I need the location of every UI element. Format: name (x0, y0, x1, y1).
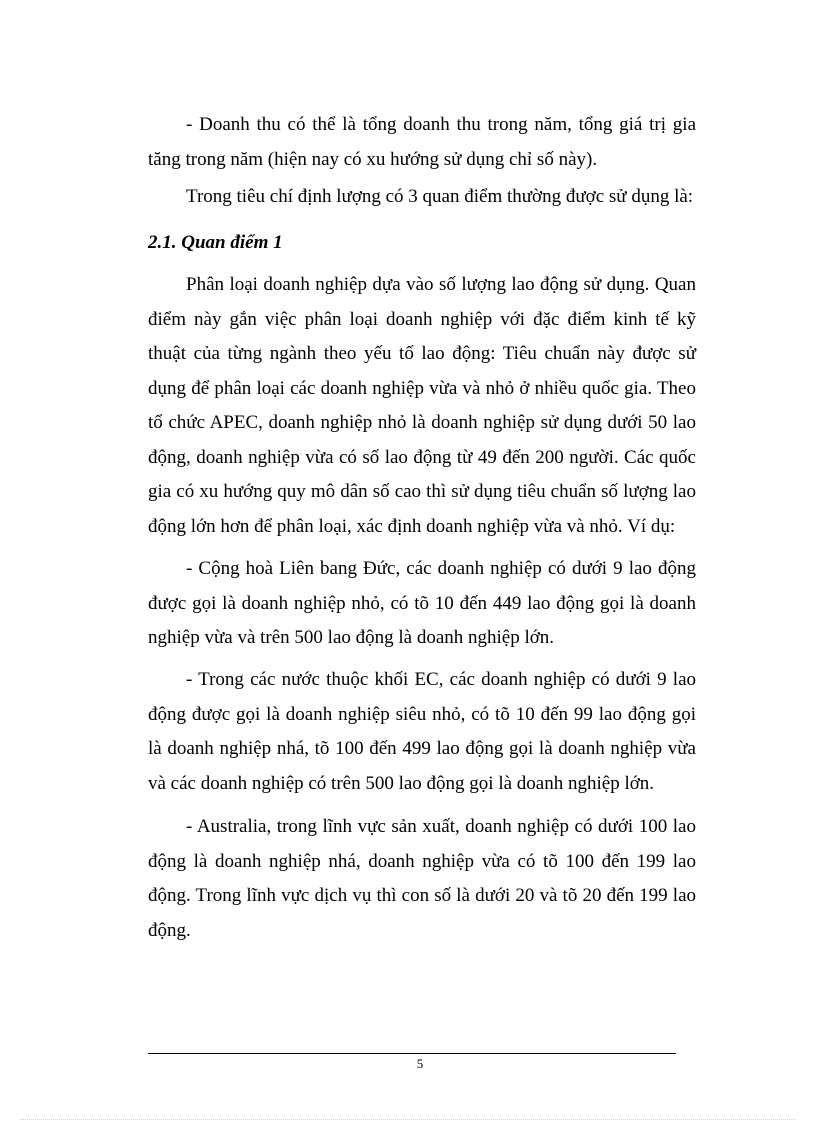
section-heading: 2.1. Quan điểm 1 (148, 232, 283, 253)
page-bottom-border (20, 1119, 796, 1120)
paragraph-labor-classification: Phân loại doanh nghiệp dựa vào số lượng lao động sử dụng. Quan điểm này gắn việc phân loại doanh nghiệp với đặc điểm kinh tế kỹ thuật của từng ngành theo yếu tố lao động: Tiêu chuẩn này được sử dụng để phân loại các doanh nghiệp vừa và nhỏ ở nhiều quốc gia. Theo tổ chức APEC, doanh nghiệp nhỏ là doanh nghiệp sử dụng dưới 50 lao động, doanh nghiệp vừa có số lao động từ 49 đến 200 người. Các quốc gia có xu hướng quy mô dân số cao thì sử dụng tiêu chuẩn số lượng lao động lớn hơn để phân loại, xác định doanh nghiệp vừa và nhỏ. Ví dụ: (148, 274, 696, 537)
paragraph-australia: - Australia, trong lĩnh vực sản xuất, doanh nghiệp có dưới 100 lao động là doanh nghiệp nhá, doanh nghiệp vừa có tõ 100 đến 199 lao động. Trong lĩnh vực dịch vụ thì con số là dưới 20 và tõ 20 đến 199 lao động. (148, 816, 696, 941)
paragraph-revenue: - Doanh thu có thể là tổng doanh thu trong năm, tổng giá trị gia tăng trong năm (hiện nay có xu hướng sử dụng chỉ số này). (148, 114, 696, 170)
paragraph-germany: - Cộng hoà Liên bang Đức, các doanh nghiệp có dưới 9 lao động được gọi là doanh nghiệp nhỏ, có tõ 10 đến 449 lao động gọi là doanh nghiệp vừa và trên 500 lao động là doanh nghiệp lớn. (148, 558, 696, 648)
page-number: 5 (416, 1056, 424, 1071)
paragraph-ec: - Trong các nước thuộc khối EC, các doanh nghiệp có dưới 9 lao động được gọi là doanh nghiệp siêu nhỏ, có tõ 10 đến 99 lao động gọi là doanh nghiệp nhá, tõ 100 đến 499 lao động gọi là doanh nghiệp vừa và các doanh nghiệp có trên 500 lao động gọi là doanh nghiệp lớn. (148, 669, 696, 794)
paragraph-intro-criteria: Trong tiêu chí định lượng có 3 quan điểm thường được sử dụng là: (186, 186, 694, 207)
footer-divider (148, 1053, 676, 1054)
